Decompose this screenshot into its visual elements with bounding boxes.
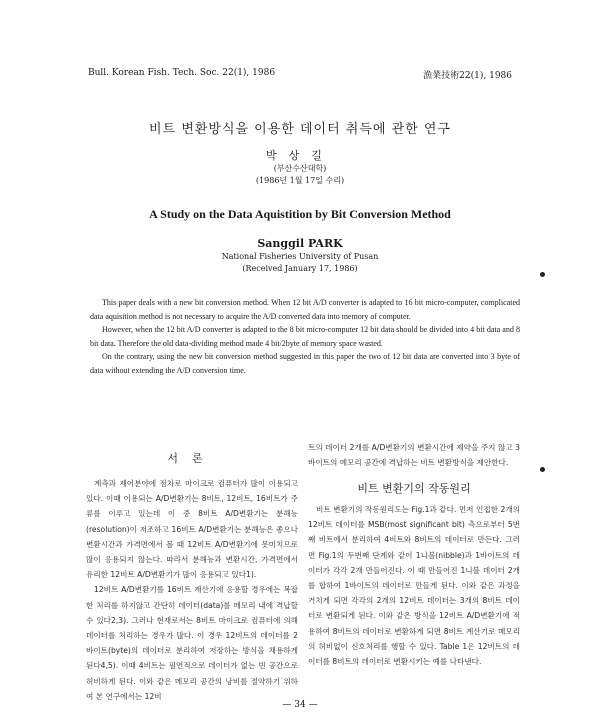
received-date-korean: (1986년 1월 17일 수리)	[255, 176, 345, 185]
received-date-english: (Received January 17, 1986)	[242, 264, 358, 273]
title-english: A Study on the Data Aquistition by Bit Conversion Method	[149, 207, 451, 221]
body-paragraph: 비트 변환기의 작동원리도는 Fig.1과 같다. 먼저 인접한 2개의 12비트 데이터를 MSB(most significant bit) 측으로부터 5번째 비트에서 분리하여 4비트와 8비트의 데이터로 만든다. 그러면 Fig.1의 두번째 단계와 같이 1니블(nibble)과 1바이트의 데이터가 각각 2개 만들어진다. 이 때 만들어진 1니블 데이터 2개를 합하여 1바이트의 데이터로 만들게 된다. 이와 같은 과정을 거치게 되면 각각의 2개의 12비트 데이터는 3개의 8비트 데이터로 변환되게 된다. 이와 같은 방식을 12비트 A/D변환기에 적용하여 8비트의 데이터로 변환하게 되면 8비트 계산기로 메모리의 허비없이 신호처리를 행할 수 있다. Table 1은 12비트의 데이터를 8비트의 데이터로 변환시키는 예를 나타낸다.	[308, 505, 520, 667]
title-korean: 비트 변환방식을 이용한 데이터 취득에 관한 연구	[149, 122, 451, 137]
journal-header-left: Bull. Korean Fish. Tech. Soc. 22(1), 1986	[88, 68, 276, 78]
margin-mark	[540, 467, 545, 472]
abstract-paragraph: This paper deals with a new bit conversion method. When 12 bit A/D converter is adapted to 16 bit micro-computer, complicated data aquisition method is not necessary to acquire the A/D converted data into memory of computer.	[90, 298, 520, 321]
author-korean: 박상길	[266, 149, 334, 162]
margin-mark	[540, 272, 545, 277]
abstract-paragraph: However, when the 12 bit A/D converter is adapted to the 8 bit micro-computer 12 bit data should be divided into 4 bit data and 8 bit data. Therefore the old data-dividing method made 4 bit/2byte of memory space wasted.	[90, 325, 520, 348]
body-paragraph: 12비트 A/D변환기를 16비트 계산기에 응용할 경우에는 복잡한 처리를 하지않고 간단히 데이터(data)를 메모리 내에 격납할 수 있다2,3). 그러나 현재로서는 8비트 마이크로 컴퓨터에 의해 데이터를 처리하는 경우가 많다. 이 경우 12비트의 데이터를 2바이트(byte)의 데이터로 분리하여 저장하는 방식을 채용하게 된다4,5). 이때 4비트는 필연적으로 데이터가 없는 빈 공간으로 허비하게 된다. 이와 같은 메모리 공간의 낭비를 절약하기 위하여 본 연구에서는 12비	[86, 585, 298, 701]
right-column-intro	[308, 440, 520, 470]
abstract	[90, 296, 520, 377]
body-paragraph: 트의 데이터 2개를 A/D변환기의 변환시간에 제약을 주지 않고 3바이트의 메모리 공간에 격납하는 비트 변환방식을 제안한다.	[308, 443, 520, 468]
author-english: Sanggil PARK	[257, 237, 343, 250]
abstract-paragraph: On the contrary, using the new bit conversion method suggested in this paper the two of 12 bit data are converted into 3 byte of data without extending the A/D conversion time.	[90, 352, 520, 375]
body-paragraph: 계측과 제어분야에 점차로 마이크로 컴퓨터가 많이 이용되고 있다. 이때 이용되는 A/D변환기는 8비트, 12비트, 16비트가 주류를 이루고 있는데 이 중 8비트 A/D변환기는 분해능(resolution)이 저조하고 16비트 A/D변환기는 분해능은 좋으나 변환시간과 가격면에서 볼 때 12비트 A/D변환기에 못미치므로 많이 응용되지 않는다. 따라서 분해능과 변환시간, 가격면에서 유리한 12비트 A/D변환기가 많이 응용되고 있다1).	[86, 479, 298, 580]
affiliation-korean: (부산수산대학)	[273, 164, 327, 173]
affiliation-english: National Fisheries University of Pusan	[221, 252, 379, 261]
left-column	[86, 476, 298, 704]
page-number: — 34 —	[282, 700, 318, 710]
right-column-body	[308, 502, 520, 669]
journal-header-right: 漁業技術22(1), 1986	[423, 71, 512, 81]
section-heading-principle: 비트 변환기의 작동원리	[357, 482, 471, 495]
section-heading-introduction: 서론	[167, 452, 217, 465]
